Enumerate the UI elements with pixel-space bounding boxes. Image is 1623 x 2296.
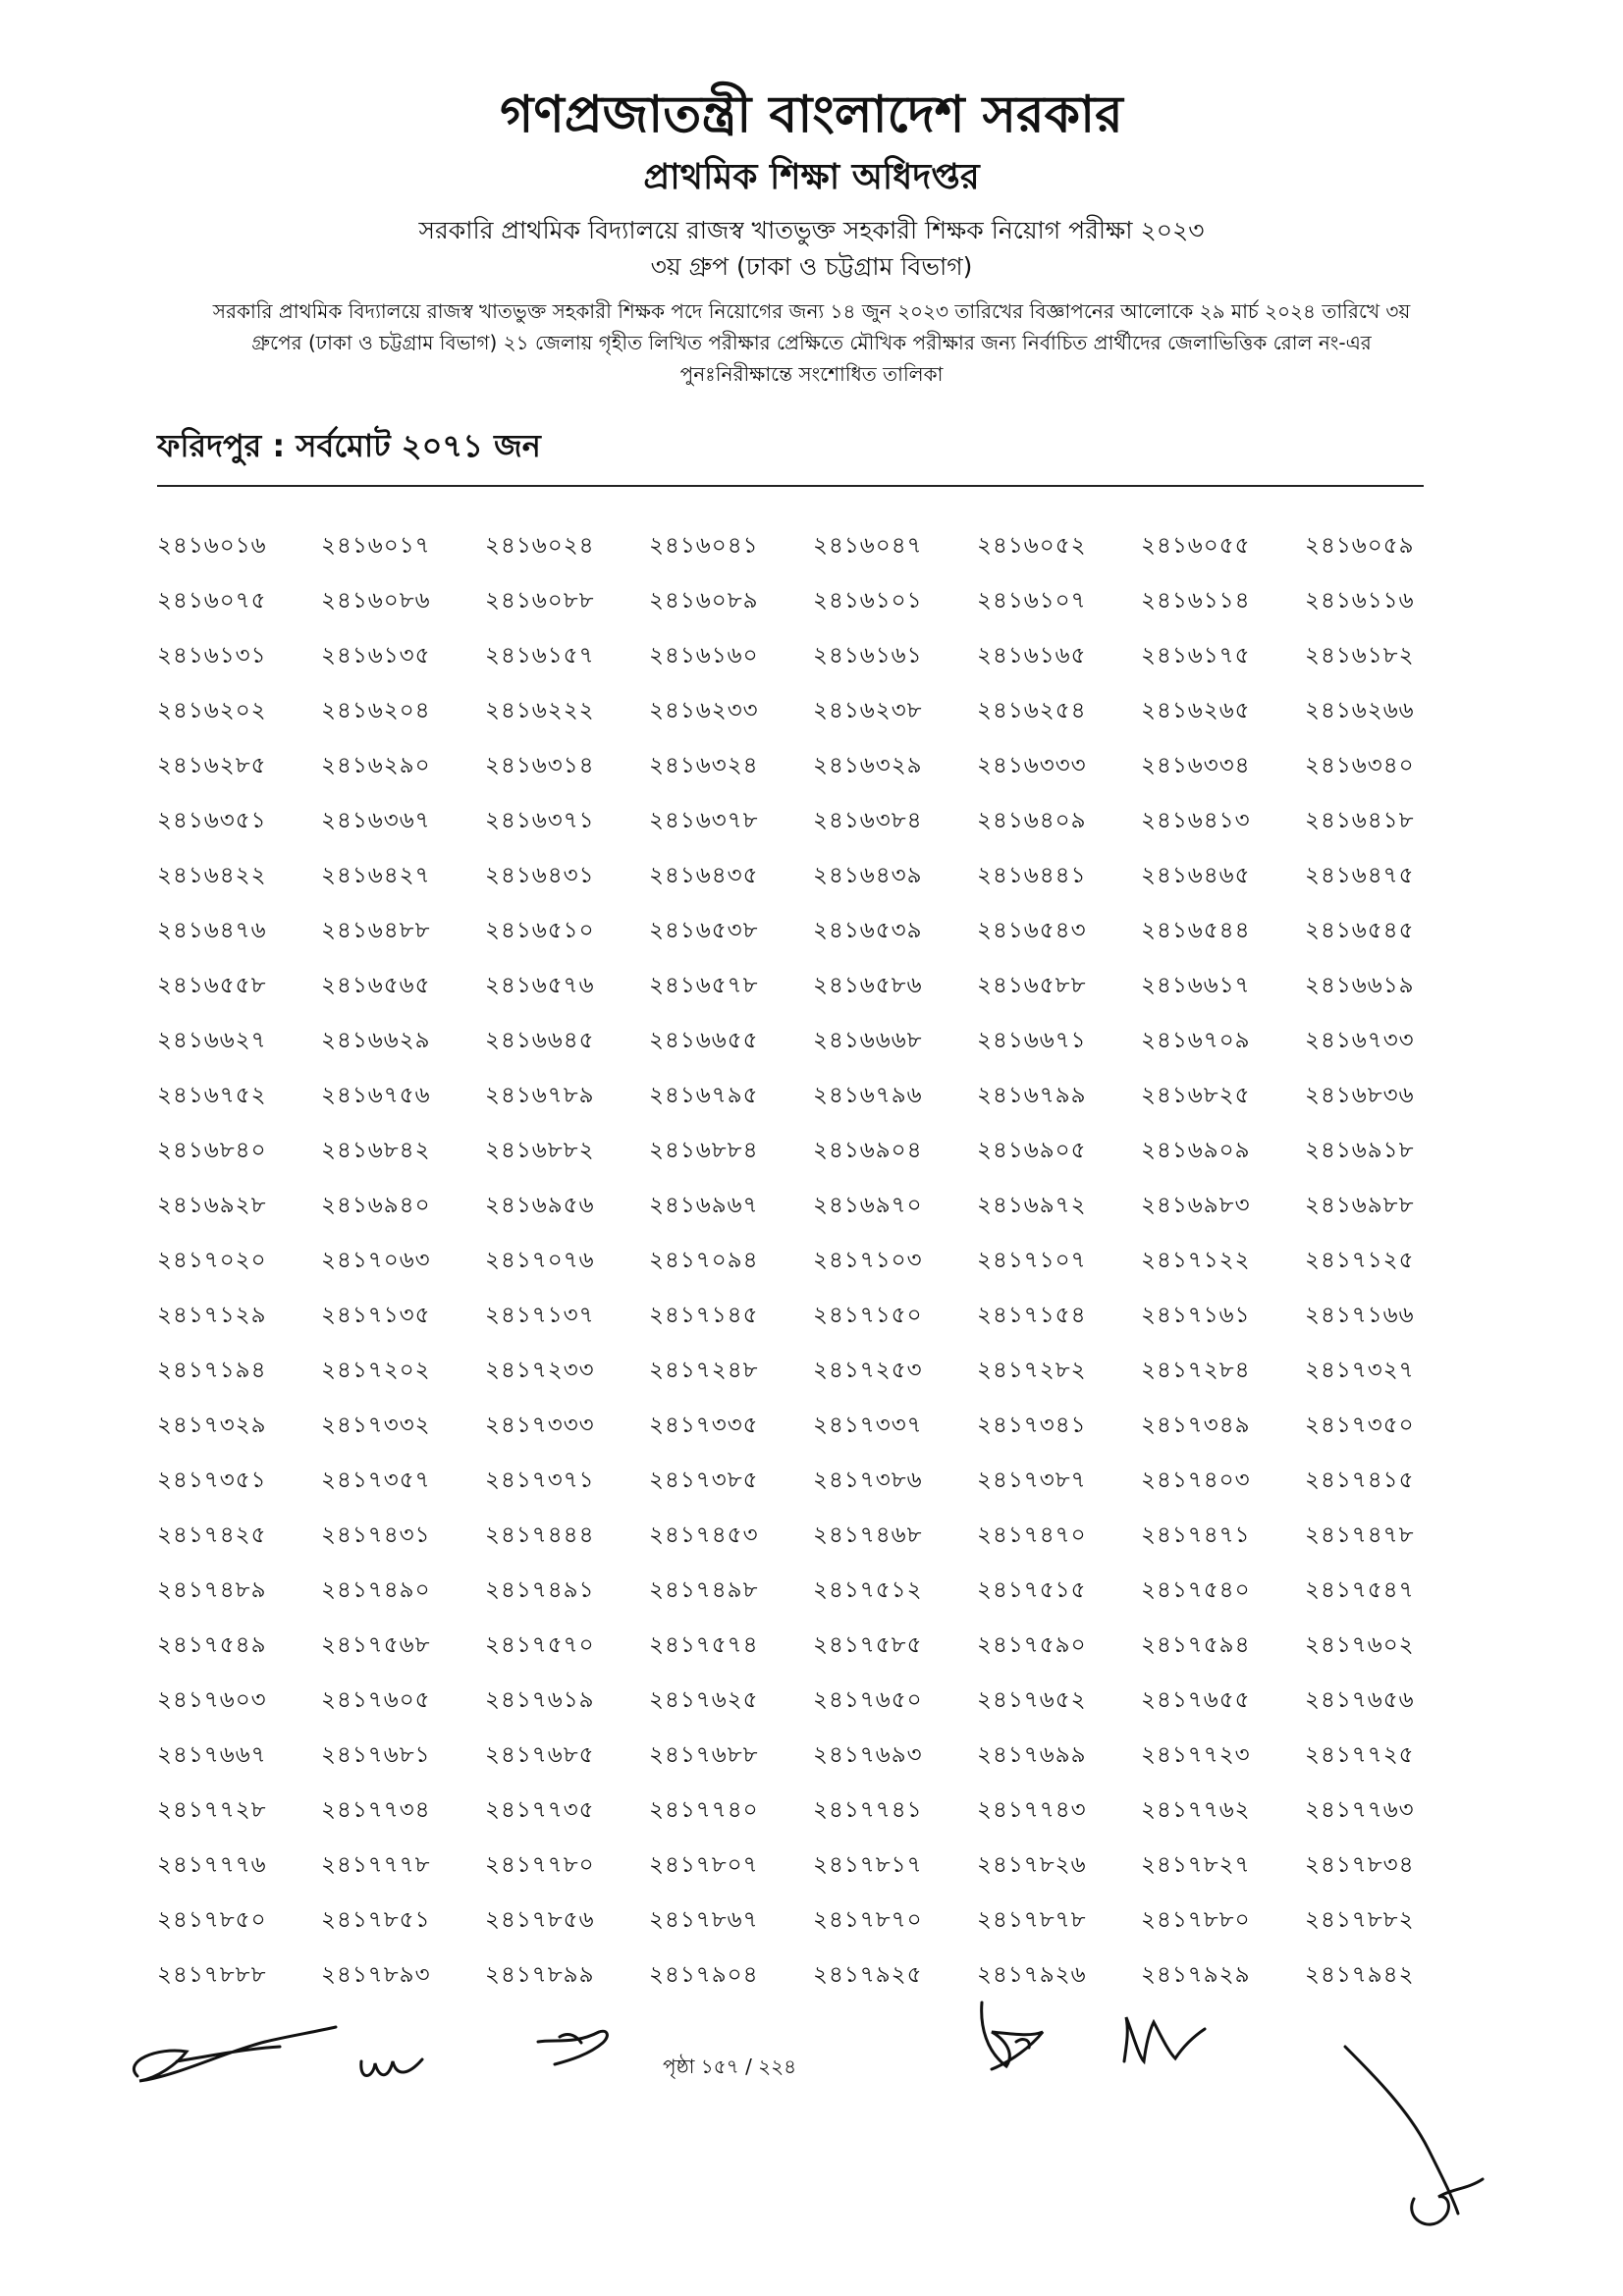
roll-number: ২৪১৭৬৫৬ (1305, 1687, 1415, 1713)
roll-number: ২৪১৭৪১৫ (1305, 1468, 1415, 1493)
roll-number: ২৪১৬৬৬৮ (813, 1028, 923, 1053)
roll-number: ২৪১৬৩২৪ (649, 753, 759, 778)
roll-number: ২৪১৭৮২৭ (1141, 1852, 1251, 1878)
roll-number: ২৪১৬৪৪১ (977, 863, 1087, 888)
roll-number: ২৪১৬১০৭ (977, 588, 1087, 614)
roll-number: ২৪১৭৭৪৩ (977, 1797, 1087, 1823)
roll-number: ২৪১৭৬১৯ (485, 1687, 595, 1713)
roll-number: ২৪১৬৪৭৬ (157, 918, 267, 943)
roll-number: ২৪১৬৯৭০ (813, 1193, 923, 1218)
roll-number: ২৪১৭৬০৫ (321, 1687, 431, 1713)
roll-number: ২৪১৭৬৯৩ (813, 1742, 923, 1768)
roll-number: ২৪১৬১৬৫ (977, 643, 1087, 668)
roll-number: ২৪১৬৬৪৫ (485, 1028, 595, 1053)
roll-number: ২৪১৬৪৩১ (485, 863, 595, 888)
roll-number: ২৪১৬৬২৭ (157, 1028, 267, 1053)
roll-number: ২৪১৭১০৭ (977, 1248, 1087, 1273)
roll-number: ২৪১৬১৭৫ (1141, 643, 1251, 668)
roll-number: ২৪১৭৪৫৩ (649, 1522, 759, 1548)
roll-number: ২৪১৭৬৬৭ (157, 1742, 267, 1768)
department-title: প্রাথমিক শিক্ষা অধিদপ্তর (643, 157, 980, 197)
roll-number: ২৪১৬১০১ (813, 588, 923, 614)
roll-number: ২৪১৬৩৭১ (485, 808, 595, 833)
roll-number: ২৪১৬৬৫৫ (649, 1028, 759, 1053)
roll-number: ২৪১৬০৫৫ (1141, 533, 1251, 559)
roll-number: ২৪১৬৩৭৮ (649, 808, 759, 833)
district-total: ফরিদপুর : সর্বমোট ২০৭১ জন (157, 427, 541, 464)
roll-number: ২৪১৭৩৮৭ (977, 1468, 1087, 1493)
roll-number: ২৪১৬৪৩৫ (649, 863, 759, 888)
roll-number: ২৪১৬৫৭৬ (485, 973, 595, 998)
roll-number: ২৪১৭৪৩১ (321, 1522, 431, 1548)
roll-number: ২৪১৬০২৪ (485, 533, 595, 559)
roll-number: ২৪১৭৬০২ (1305, 1632, 1415, 1658)
roll-number: ২৪১৭৬৮৮ (649, 1742, 759, 1768)
roll-number: ২৪১৭৪৭৮ (1305, 1522, 1415, 1548)
roll-number: ২৪১৬৯২৮ (157, 1193, 267, 1218)
roll-number: ২৪১৬৫৪৫ (1305, 918, 1415, 943)
roll-number: ২৪১৬৬১৭ (1141, 973, 1251, 998)
roll-number: ২৪১৭৯২৬ (977, 1962, 1087, 1988)
roll-number: ২৪১৭৭৩৪ (321, 1797, 431, 1823)
roll-number: ২৪১৭৯২৫ (813, 1962, 923, 1988)
roll-number: ২৪১৬০৫৯ (1305, 533, 1415, 559)
roll-number: ২৪১৭৪৭১ (1141, 1522, 1251, 1548)
roll-number: ২৪১৬৯০৫ (977, 1138, 1087, 1163)
roll-number: ২৪১৬৭৩৩ (1305, 1028, 1415, 1053)
roll-number: ২৪১৭৮৫১ (321, 1907, 431, 1933)
roll-number: ২৪১৭৮৩৪ (1305, 1852, 1415, 1878)
roll-number: ২৪১৭৭৭৬ (157, 1852, 267, 1878)
roll-number: ২৪১৭৭৪০ (649, 1797, 759, 1823)
roll-number: ২৪১৬৩৬৭ (321, 808, 431, 833)
roll-number: ২৪১৬৭৫২ (157, 1083, 267, 1108)
roll-number: ২৪১৬৫৪৩ (977, 918, 1087, 943)
roll-number: ২৪১৭৫৮৫ (813, 1632, 923, 1658)
roll-number: ২৪১৭১৯৪ (157, 1358, 267, 1383)
roll-number: ২৪১৭৩৫০ (1305, 1413, 1415, 1438)
roll-number: ২৪১৬২৬৬ (1305, 698, 1415, 723)
divider (157, 485, 1424, 487)
roll-number: ২৪১৭১৫০ (813, 1303, 923, 1328)
roll-number: ২৪১৬৪১৮ (1305, 808, 1415, 833)
roll-number: ২৪১৬৮৩৬ (1305, 1083, 1415, 1108)
roll-number: ২৪১৭৪৭০ (977, 1522, 1087, 1548)
roll-number: ২৪১৭৫৯০ (977, 1632, 1087, 1658)
roll-number: ২৪১৬৯৪০ (321, 1193, 431, 1218)
roll-number: ২৪১৭৮৮৮ (157, 1962, 267, 1988)
roll-number: ২৪১৬০৮৮ (485, 588, 595, 614)
roll-number: ২৪১৭৩৩৫ (649, 1413, 759, 1438)
roll-number: ২৪১৬১১৬ (1305, 588, 1415, 614)
roll-number: ২৪১৬৩৮৪ (813, 808, 923, 833)
roll-number: ২৪১৬৭৯৯ (977, 1083, 1087, 1108)
roll-number: ২৪১৭৯২৯ (1141, 1962, 1251, 1988)
roll-number: ২৪১৭৫৯৪ (1141, 1632, 1251, 1658)
roll-number: ২৪১৭৩৪১ (977, 1413, 1087, 1438)
roll-number: ২৪১৭১৫৪ (977, 1303, 1087, 1328)
roll-number: ২৪১৭৭২৩ (1141, 1742, 1251, 1768)
roll-number: ২৪১৭১৬১ (1141, 1303, 1251, 1328)
roll-number: ২৪১৭৪৯১ (485, 1577, 595, 1603)
roll-number: ২৪১৭৬৫২ (977, 1687, 1087, 1713)
roll-number: ২৪১৬৮২৫ (1141, 1083, 1251, 1108)
roll-number: ২৪১৭৩৩২ (321, 1413, 431, 1438)
roll-number: ২৪১৭৯৪২ (1305, 1962, 1415, 1988)
roll-number: ২৪১৭১২৯ (157, 1303, 267, 1328)
roll-number: ২৪১৬২৩৩ (649, 698, 759, 723)
roll-number: ২৪১৭০৯৪ (649, 1248, 759, 1273)
roll-number: ২৪১৬৪২২ (157, 863, 267, 888)
roll-number: ২৪১৬২৩৮ (813, 698, 923, 723)
roll-number: ২৪১৭৪২৫ (157, 1522, 267, 1548)
roll-number: ২৪১৭১৬৬ (1305, 1303, 1415, 1328)
roll-number: ২৪১৬৫৭৮ (649, 973, 759, 998)
roll-number: ২৪১৭৮০৭ (649, 1852, 759, 1878)
roll-number: ২৪১৭৮১৭ (813, 1852, 923, 1878)
roll-number: ২৪১৭৫৪৭ (1305, 1577, 1415, 1603)
roll-number: ২৪১৭১৪৫ (649, 1303, 759, 1328)
roll-number: ২৪১৬১৩১ (157, 643, 267, 668)
signature-2 (353, 2032, 432, 2091)
roll-number: ২৪১৭৬০৩ (157, 1687, 267, 1713)
roll-number: ২৪১৭২০২ (321, 1358, 431, 1383)
document-header (0, 83, 1623, 390)
roll-number: ২৪১৬৯৭২ (977, 1193, 1087, 1218)
roll-number: ২৪১৭৬৫০ (813, 1687, 923, 1713)
roll-number: ২৪১৬০৫২ (977, 533, 1087, 559)
roll-number: ২৪১৭৭২৫ (1305, 1742, 1415, 1768)
roll-number: ২৪১৭০৭৬ (485, 1248, 595, 1273)
group-title: ৩য় গ্রুপ (ঢাকা ও চট্টগ্রাম বিভাগ) (650, 252, 973, 281)
roll-number: ২৪১৬১৬০ (649, 643, 759, 668)
roll-number: ২৪১৬১৬১ (813, 643, 923, 668)
roll-number: ২৪১৬৯০৯ (1141, 1138, 1251, 1163)
roll-number: ২৪১৬৪৩৯ (813, 863, 923, 888)
roll-number: ২৪১৭৫৪৯ (157, 1632, 267, 1658)
roll-number: ২৪১৭৭৭৮ (321, 1852, 431, 1878)
roll-number: ২৪১৬৩৫১ (157, 808, 267, 833)
roll-number: ২৪১৬৪১৩ (1141, 808, 1251, 833)
roll-number: ২৪১৭০৬৩ (321, 1248, 431, 1273)
roll-number: ২৪১৭১২২ (1141, 1248, 1251, 1273)
roll-number: ২৪১৭৭৬৩ (1305, 1797, 1415, 1823)
roll-number: ২৪১৬৬১৯ (1305, 973, 1415, 998)
roll-number: ২৪১৭৩৪৯ (1141, 1413, 1251, 1438)
roll-number: ২৪১৭৮৮০ (1141, 1907, 1251, 1933)
roll-number: ২৪১৬৯৫৬ (485, 1193, 595, 1218)
roll-number: ২৪১৬৭৯৫ (649, 1083, 759, 1108)
roll-number: ২৪১৬৫৮৮ (977, 973, 1087, 998)
roll-number: ২৪১৭৭৬২ (1141, 1797, 1251, 1823)
roll-number: ২৪১৭৩৮৬ (813, 1468, 923, 1493)
roll-number: ২৪১৬১৮২ (1305, 643, 1415, 668)
roll-number: ২৪১৬৭৫৬ (321, 1083, 431, 1108)
roll-number: ২৪১৬৩২৯ (813, 753, 923, 778)
roll-number: ২৪১৬২৫৪ (977, 698, 1087, 723)
roll-number: ২৪১৭৬৯৯ (977, 1742, 1087, 1768)
roll-number: ২৪১৭৮৫০ (157, 1907, 267, 1933)
roll-number: ২৪১৭৩৭১ (485, 1468, 595, 1493)
roll-number: ২৪১৬৫৬৫ (321, 973, 431, 998)
signature-6 (1335, 2042, 1512, 2238)
roll-number: ২৪১৬৮৪২ (321, 1138, 431, 1163)
roll-number: ২৪১৭৪৯৮ (649, 1577, 759, 1603)
roll-number: ২৪১৬৮৮৪ (649, 1138, 759, 1163)
roll-number: ২৪১৬৪৭৫ (1305, 863, 1415, 888)
roll-number-grid (157, 518, 1434, 2002)
exam-title: সরকারি প্রাথমিক বিদ্যালয়ে রাজস্ব খাতভুক্ত সহকারী শিক্ষক নিয়োগ পরীক্ষা ২০২৩ (418, 216, 1205, 244)
roll-number: ২৪১৭৯০৪ (649, 1962, 759, 1988)
roll-number: ২৪১৭১২৫ (1305, 1248, 1415, 1273)
list-description: সরকারি প্রাথমিক বিদ্যালয়ে রাজস্ব খাতভুক্ত সহকারী শিক্ষক পদে নিয়োগের জন্য ১৪ জুন ২০২৩ তারিখের বিজ্ঞাপনের আলোকে ২৯ মার্চ ২০২৪ তারিখে ৩য় গ্রুপের (ঢাকা ও চট্টগ্রাম বিভাগ) ২১ জেলায় গৃহীত লিখিত পরীক্ষার প্রেক্ষিতে মৌখিক পরীক্ষার জন্য নির্বাচিত প্রার্থীদের জেলাভিত্তিক রোল নং-এর পুনঃনিরীক্ষান্তে সংশোধিত তালিকা (212, 299, 1411, 386)
roll-number: ২৪১৭৪৬৮ (813, 1522, 923, 1548)
roll-number: ২৪১৭৫৪০ (1141, 1577, 1251, 1603)
roll-number: ২৪১৭১০৩ (813, 1248, 923, 1273)
roll-number: ২৪১৬৪৬৫ (1141, 863, 1251, 888)
roll-number: ২৪১৭১৩৫ (321, 1303, 431, 1328)
roll-number: ২৪১৬২৬৫ (1141, 698, 1251, 723)
roll-number: ২৪১৭৮৭৮ (977, 1907, 1087, 1933)
roll-number: ২৪১৭৮২৬ (977, 1852, 1087, 1878)
roll-number: ২৪১৭৭৮০ (485, 1852, 595, 1878)
roll-number: ২৪১৭৩৩৭ (813, 1413, 923, 1438)
roll-number: ২৪১৭৫৬৮ (321, 1632, 431, 1658)
roll-number: ২৪১৬১১৪ (1141, 588, 1251, 614)
roll-number: ২৪১৭৩৫১ (157, 1468, 267, 1493)
roll-number: ২৪১৬৫৮৬ (813, 973, 923, 998)
signature-3 (530, 2017, 619, 2076)
roll-number: ২৪১৬৩৩৩ (977, 753, 1087, 778)
roll-number: ২৪১৭৭২৮ (157, 1797, 267, 1823)
roll-number: ২৪১৭০২০ (157, 1248, 267, 1273)
roll-number: ২৪১৭২৮২ (977, 1358, 1087, 1383)
roll-number: ২৪১৬৯০৪ (813, 1138, 923, 1163)
roll-number: ২৪১৬০৪১ (649, 533, 759, 559)
roll-number: ২৪১৭৬৫৫ (1141, 1687, 1251, 1713)
roll-number: ২৪১৭২৩৩ (485, 1358, 595, 1383)
roll-number: ২৪১৭১৩৭ (485, 1303, 595, 1328)
roll-number: ২৪১৭৮৬৭ (649, 1907, 759, 1933)
roll-number: ২৪১৬৩১৪ (485, 753, 595, 778)
roll-number: ২৪১৬৩৩৪ (1141, 753, 1251, 778)
roll-number: ২৪১৬১৩৫ (321, 643, 431, 668)
roll-number: ২৪১৬৫৫৮ (157, 973, 267, 998)
roll-number: ২৪১৭৪৪৪ (485, 1522, 595, 1548)
roll-number: ২৪১৭৮৭০ (813, 1907, 923, 1933)
roll-number: ২৪১৭৮৮২ (1305, 1907, 1415, 1933)
roll-number: ২৪১৬২২২ (485, 698, 595, 723)
roll-number: ২৪১৬৪০৯ (977, 808, 1087, 833)
roll-number: ২৪১৬৫৪৪ (1141, 918, 1251, 943)
roll-number: ২৪১৬২৮৫ (157, 753, 267, 778)
roll-number: ২৪১৬২০৪ (321, 698, 431, 723)
roll-number: ২৪১৭৩২৭ (1305, 1358, 1415, 1383)
roll-number: ২৪১৭৮৯৯ (485, 1962, 595, 1988)
roll-number: ২৪১৬০৮৯ (649, 588, 759, 614)
roll-number: ২৪১৬৯১৮ (1305, 1138, 1415, 1163)
roll-number: ২৪১৭৮৫৬ (485, 1907, 595, 1933)
roll-number: ২৪১৬১৫৭ (485, 643, 595, 668)
roll-number: ২৪১৭৫১২ (813, 1577, 923, 1603)
roll-number: ২৪১৭৩৩৩ (485, 1413, 595, 1438)
roll-number: ২৪১৬৪২৭ (321, 863, 431, 888)
roll-number: ২৪১৭৬৮১ (321, 1742, 431, 1768)
roll-number: ২৪১৬৯৮৩ (1141, 1193, 1251, 1218)
roll-number: ২৪১৭৭৪১ (813, 1797, 923, 1823)
roll-number: ২৪১৭৪৮৯ (157, 1577, 267, 1603)
roll-number: ২৪১৬৭৮৯ (485, 1083, 595, 1108)
signature-4 (962, 1993, 1051, 2081)
roll-number: ২৪১৬০৭৫ (157, 588, 267, 614)
roll-number: ২৪১৬২৯০ (321, 753, 431, 778)
roll-number: ২৪১৭৪০৩ (1141, 1468, 1251, 1493)
roll-number: ২৪১৭৩৮৫ (649, 1468, 759, 1493)
roll-number: ২৪১৬২০২ (157, 698, 267, 723)
roll-number: ২৪১৭২৮৪ (1141, 1358, 1251, 1383)
roll-number: ২৪১৭৫১৫ (977, 1577, 1087, 1603)
roll-number: ২৪১৬০৪৭ (813, 533, 923, 559)
government-title: গণপ্রজাতন্ত্রী বাংলাদেশ সরকার (500, 85, 1123, 144)
roll-number: ২৪১৬৯৮৮ (1305, 1193, 1415, 1218)
roll-number: ২৪১৬০৮৬ (321, 588, 431, 614)
roll-number: ২৪১৬৮৪০ (157, 1138, 267, 1163)
roll-number: ২৪১৬৪৮৮ (321, 918, 431, 943)
roll-number: ২৪১৬৭০৯ (1141, 1028, 1251, 1053)
roll-number: ২৪১৭৮৯৩ (321, 1962, 431, 1988)
roll-number: ২৪১৬৬২৯ (321, 1028, 431, 1053)
roll-number: ২৪১৭৬২৫ (649, 1687, 759, 1713)
roll-number: ২৪১৬৫৩৮ (649, 918, 759, 943)
roll-number: ২৪১৭৩৫৭ (321, 1468, 431, 1493)
signature-1 (118, 2007, 344, 2096)
roll-number: ২৪১৬৯৬৭ (649, 1193, 759, 1218)
roll-number: ২৪১৭৬৮৫ (485, 1742, 595, 1768)
roll-number: ২৪১৭৭৩৫ (485, 1797, 595, 1823)
roll-number: ২৪১৬৩৪০ (1305, 753, 1415, 778)
roll-number: ২৪১৭২৪৮ (649, 1358, 759, 1383)
document-footer (0, 2012, 1623, 2268)
roll-number: ২৪১৭২৫৩ (813, 1358, 923, 1383)
roll-number: ২৪১৭৫৭০ (485, 1632, 595, 1658)
roll-number: ২৪১৬৮৮২ (485, 1138, 595, 1163)
roll-number: ২৪১৭৩২৯ (157, 1413, 267, 1438)
roll-number: ২৪১৭৪৯০ (321, 1577, 431, 1603)
signature-5 (1114, 2007, 1213, 2076)
roll-number: ২৪১৬৫১০ (485, 918, 595, 943)
roll-number: ২৪১৬৫৩৯ (813, 918, 923, 943)
roll-number: ২৪১৬০১৬ (157, 533, 267, 559)
roll-number: ২৪১৬৭৯৬ (813, 1083, 923, 1108)
roll-number: ২৪১৭৫৭৪ (649, 1632, 759, 1658)
page-number: পৃষ্ঠা ১৫৭ / ২২৪ (663, 2055, 797, 2078)
roll-number: ২৪১৬০১৭ (321, 533, 431, 559)
roll-number: ২৪১৬৬৭১ (977, 1028, 1087, 1053)
